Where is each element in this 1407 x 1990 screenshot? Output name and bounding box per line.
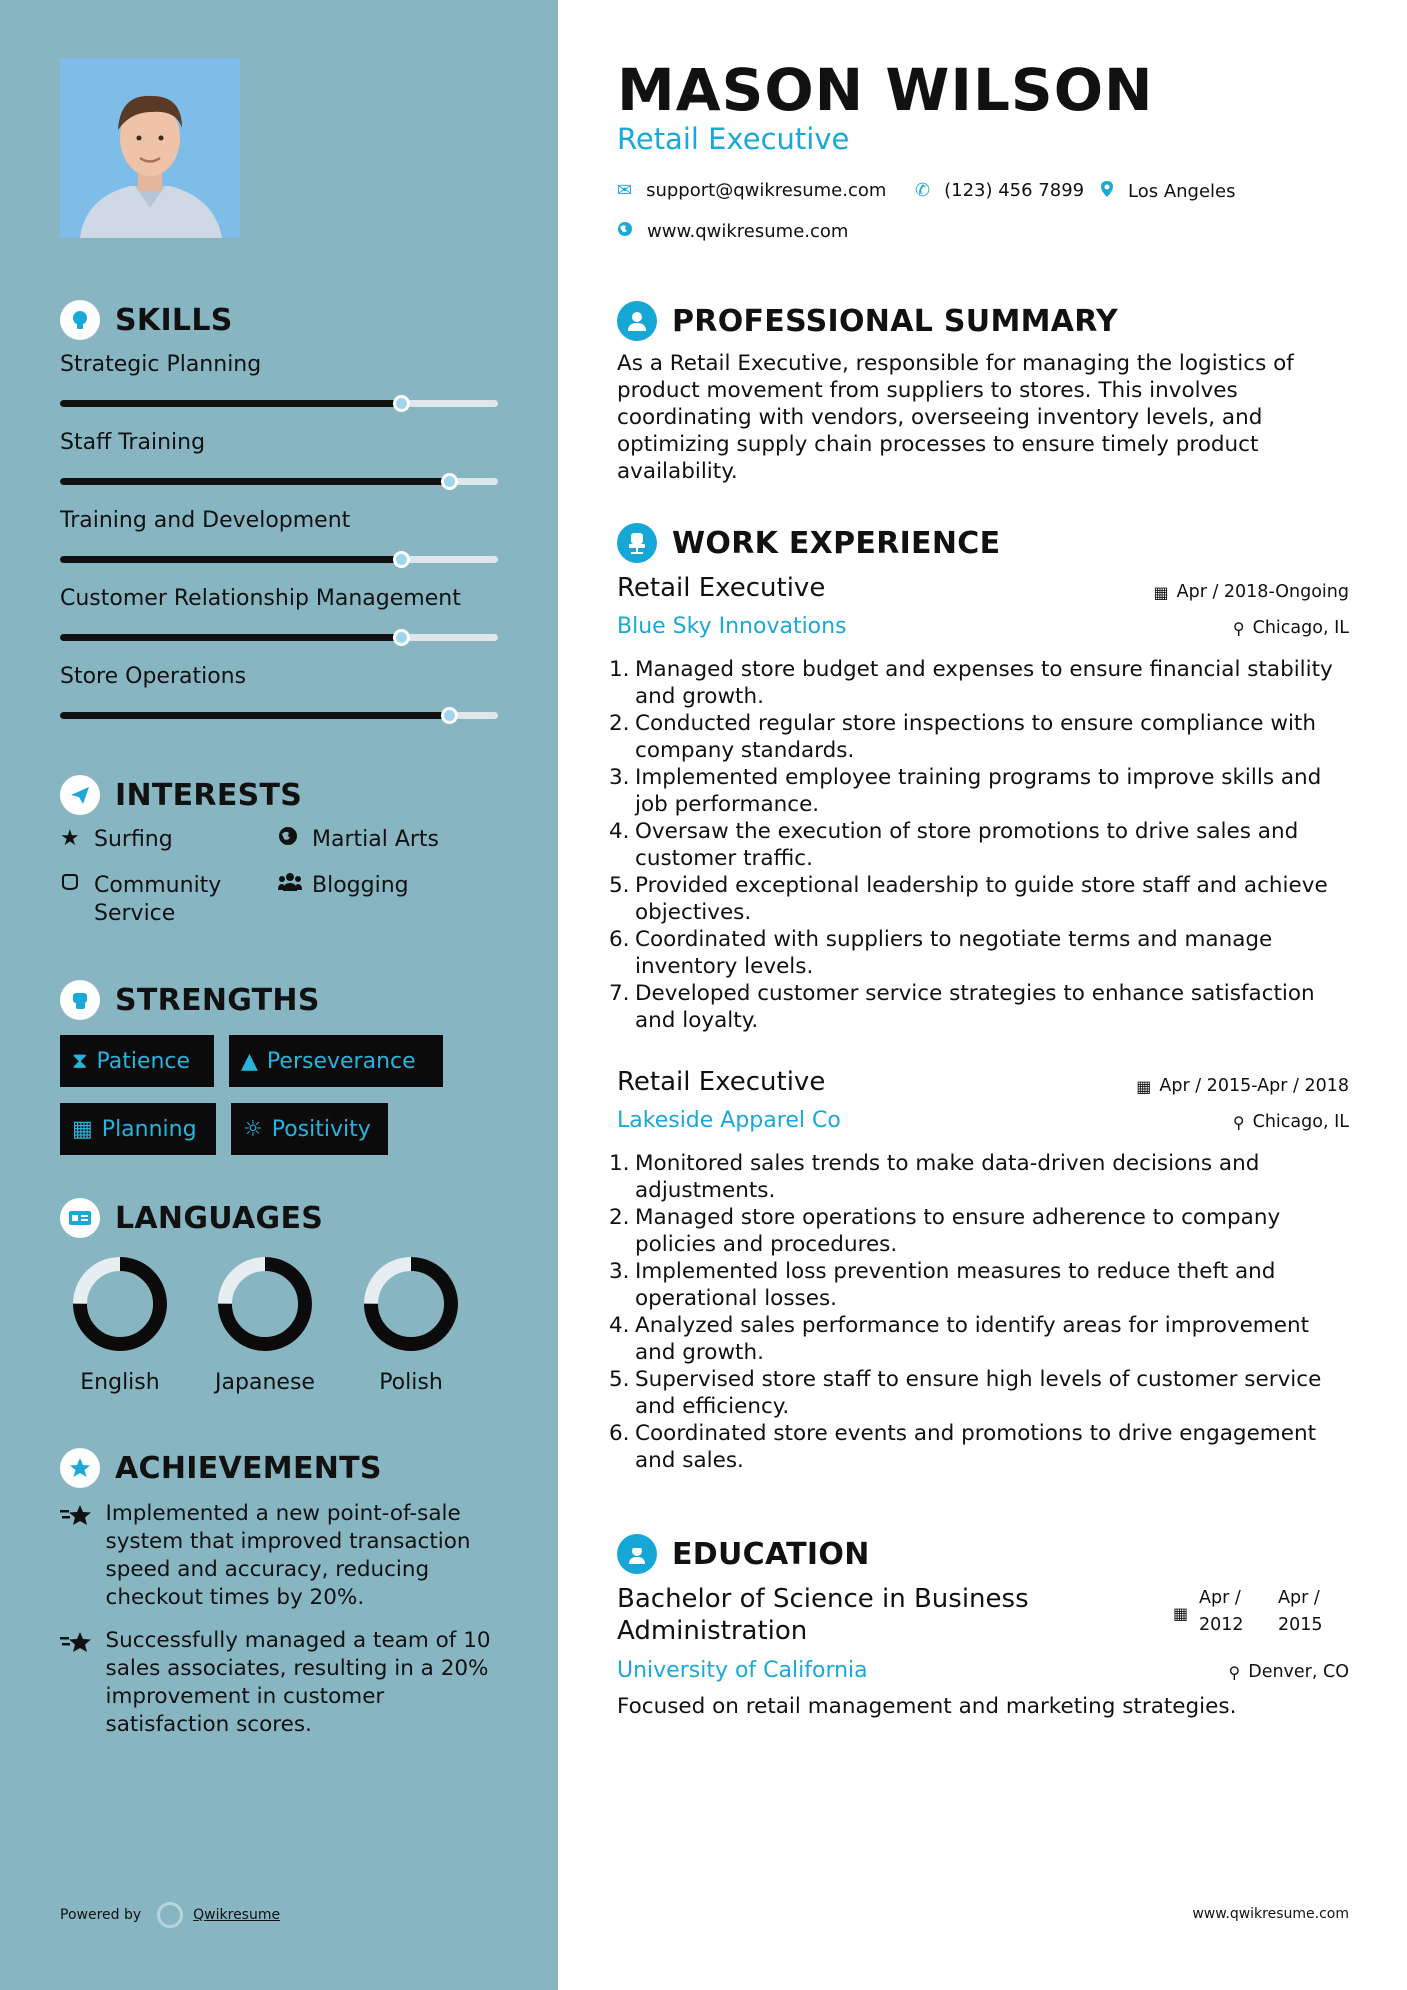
strength-label: Positivity [271, 1116, 371, 1142]
skill-bar-fill [60, 556, 402, 563]
user-icon [617, 301, 657, 341]
achievement-item [60, 1627, 500, 1739]
globe-icon [617, 221, 633, 242]
paper-plane-icon [60, 775, 100, 815]
achievement-text: Implemented a new point-of-sale system that improved transaction speed and accuracy, reducing checkout times by 20%. [105, 1501, 471, 1610]
degree-title: Bachelor of Science in Business Administration [617, 1584, 1029, 1646]
globe-icon [278, 826, 302, 853]
star-badge-icon [60, 1448, 100, 1488]
list-item: 2. Conducted regular store inspections to ensure compliance with company standards. [609, 711, 1316, 763]
users-icon [278, 872, 302, 899]
candidate-name: MASON WILSON [617, 56, 1154, 124]
language-card-icon [60, 1198, 100, 1238]
skill-bar-fill [60, 400, 402, 407]
job-company: Blue Sky Innovations [617, 614, 847, 639]
email-text: support@qwikresume.com [646, 180, 887, 201]
school-name: University of California [617, 1658, 868, 1683]
skill-label: Training and Development [60, 508, 351, 533]
list-item: 5. Supervised store staff to ensure high levels of customer service and efficiency. [609, 1367, 1322, 1419]
contact-email[interactable] [617, 180, 886, 201]
job-location-text: Chicago, IL [1252, 1112, 1349, 1132]
education-heading [617, 1534, 870, 1574]
interests-heading [60, 775, 302, 815]
list-item: 2. Managed store operations to ensure adherence to company policies and procedures. [609, 1205, 1281, 1257]
lightbulb-icon [60, 300, 100, 340]
skills-title: SKILLS [115, 302, 233, 338]
calendar-icon: ▦ [1136, 1076, 1152, 1096]
achievements-heading [60, 1448, 382, 1488]
job-dates [1153, 582, 1349, 602]
strength-badge [229, 1035, 443, 1087]
calendar-icon: ▦ [72, 1116, 93, 1142]
list-item: 4. Analyzed sales performance to identify areas for improvement and growth. [609, 1313, 1310, 1365]
languages-heading [60, 1198, 323, 1238]
skill-bar-knob [393, 395, 410, 412]
candidate-role: Retail Executive [617, 122, 850, 156]
strength-badge [60, 1035, 214, 1087]
strengths-title: STRENGTHS [115, 982, 320, 1018]
language-label: Polish [379, 1370, 443, 1395]
skill-bar [60, 478, 498, 485]
pin-icon: ⚲ [1232, 618, 1245, 638]
skill-bar-fill [60, 478, 450, 485]
interests-title: INTERESTS [115, 777, 303, 813]
phone-icon: ✆ [915, 180, 931, 201]
start-year: 2012 [1199, 1615, 1244, 1635]
job-title: Retail Executive [617, 1067, 826, 1097]
language-ring [210, 1254, 320, 1358]
sidebar [0, 0, 558, 1990]
skill-bar-knob [393, 551, 410, 568]
strength-label: Patience [96, 1048, 191, 1074]
education-end-date [1278, 1585, 1323, 1639]
job-dates-text: Apr / 2018-Ongoing [1176, 582, 1349, 602]
website-text: www.qwikresume.com [647, 221, 849, 242]
graduate-icon [617, 1534, 657, 1574]
strength-badge [231, 1103, 388, 1155]
powered-by-label: Powered by [60, 1907, 142, 1923]
powered-by [60, 1902, 280, 1928]
list-item: 6. Coordinated with suppliers to negotiate terms and manage inventory levels. [609, 927, 1273, 979]
skill-bar-knob [441, 707, 458, 724]
sun-icon: ☼ [243, 1116, 263, 1142]
languages-title: LANGUAGES [115, 1200, 324, 1236]
hourglass-icon: ⧗ [72, 1048, 88, 1074]
list-item: 5. Provided exceptional leadership to guide store staff and achieve objectives. [609, 873, 1328, 925]
interest-label: Blogging [312, 873, 409, 898]
summary-text: As a Retail Executive, responsible for managing the logistics of product movement from suppliers to stores. This involves coordinating with vendors, overseeing inventory levels, and optimizing supply chain processes to ensure timely product availability. [617, 351, 1294, 484]
interest-label: Martial Arts [312, 827, 440, 852]
skill-bar-fill [60, 634, 402, 641]
job-location-text: Chicago, IL [1252, 618, 1349, 638]
achievements-title: ACHIEVEMENTS [115, 1450, 382, 1486]
skill-label: Customer Relationship Management [60, 586, 461, 611]
language-label: Japanese [215, 1370, 315, 1395]
strength-badge [60, 1103, 216, 1155]
map-pin-icon [1100, 180, 1114, 203]
skill-bar [60, 400, 498, 407]
list-item: 3. Implemented loss prevention measures to reduce theft and operational losses. [609, 1259, 1276, 1311]
job-location [1233, 1112, 1349, 1132]
list-item: 7. Developed customer service strategies to enhance satisfaction and loyalty. [609, 981, 1315, 1033]
end-year: 2015 [1278, 1615, 1323, 1635]
education-location [1229, 1662, 1350, 1682]
contact-location [1100, 180, 1236, 203]
list-item: 1. Monitored sales trends to make data-driven decisions and adjustments. [609, 1151, 1260, 1203]
envelope-icon: ✉ [617, 180, 633, 201]
skill-bar [60, 712, 498, 719]
achievement-text: Successfully managed a team of 10 sales associates, resulting in a 20% improvement in customer satisfaction scores. [105, 1628, 491, 1737]
skill-bar-fill [60, 712, 450, 719]
chair-icon [617, 523, 657, 563]
contact-phone[interactable] [915, 180, 1084, 201]
strengths-heading [60, 980, 320, 1020]
star-icon: ★ [60, 826, 80, 851]
hand-icon [60, 872, 84, 899]
interest-item [60, 826, 244, 854]
job-company: Lakeside Apparel Co [617, 1108, 841, 1133]
calendar-icon: ▦ [1173, 1604, 1189, 1623]
summary-heading [617, 301, 1118, 341]
skills-heading [60, 300, 233, 340]
pin-icon: ⚲ [1228, 1662, 1241, 1682]
job-bullets [609, 1150, 1349, 1474]
skill-label: Strategic Planning [60, 352, 262, 377]
education-start-date [1199, 1585, 1244, 1639]
strength-label: Perseverance [266, 1048, 416, 1074]
strength-label: Planning [101, 1116, 197, 1142]
skill-bar-knob [393, 629, 410, 646]
shooting-star-icon [60, 1629, 96, 1659]
education-location-text: Denver, CO [1248, 1662, 1349, 1682]
job-dates [1136, 1076, 1349, 1096]
language-ring [356, 1254, 466, 1358]
start-month: Apr / [1199, 1588, 1241, 1608]
job-bullets [609, 656, 1349, 1034]
interest-item [278, 872, 462, 900]
location-text: Los Angeles [1128, 181, 1236, 202]
skill-bar [60, 556, 498, 563]
experience-title: WORK EXPERIENCE [672, 525, 1001, 561]
shooting-star-icon [60, 1502, 96, 1532]
qwikresume-link[interactable]: Qwikresume [193, 1907, 281, 1923]
calendar-icon: ▦ [1153, 582, 1169, 602]
climber-icon: ▲ [241, 1048, 258, 1074]
education-description: Focused on retail management and marketing strategies. [617, 1694, 1237, 1719]
fist-icon [60, 980, 100, 1020]
profile-photo [60, 58, 240, 238]
education-title: EDUCATION [672, 1536, 870, 1572]
job-dates-text: Apr / 2015-Apr / 2018 [1159, 1076, 1349, 1096]
skill-bar [60, 634, 498, 641]
phone-text: (123) 456 7899 [944, 180, 1085, 201]
skill-bar-knob [441, 473, 458, 490]
footer-url[interactable]: www.qwikresume.com [1192, 1906, 1349, 1922]
list-item: 3. Implemented employee training programs to improve skills and job performance. [609, 765, 1322, 817]
achievement-item [60, 1500, 500, 1612]
interest-label: Surfing [94, 827, 173, 852]
language-label: English [80, 1370, 160, 1395]
interest-item [60, 872, 244, 928]
end-month: Apr / [1278, 1588, 1320, 1608]
qwikresume-logo-icon [157, 1902, 183, 1928]
summary-title: PROFESSIONAL SUMMARY [672, 303, 1119, 339]
list-item: 6. Coordinated store events and promotions to drive engagement and sales. [609, 1421, 1317, 1473]
experience-heading [617, 523, 1000, 563]
contact-website[interactable] [617, 221, 848, 242]
job-title: Retail Executive [617, 573, 826, 603]
list-item: 1. Managed store budget and expenses to ensure financial stability and growth. [609, 657, 1333, 709]
job-location [1233, 618, 1349, 638]
list-item: 4. Oversaw the execution of store promotions to drive sales and customer traffic. [609, 819, 1299, 871]
interest-item [278, 826, 462, 854]
language-ring [65, 1254, 175, 1358]
interest-label: Community Service [94, 873, 222, 926]
skill-label: Store Operations [60, 664, 247, 689]
pin-icon: ⚲ [1232, 1112, 1245, 1132]
skill-label: Staff Training [60, 430, 206, 455]
